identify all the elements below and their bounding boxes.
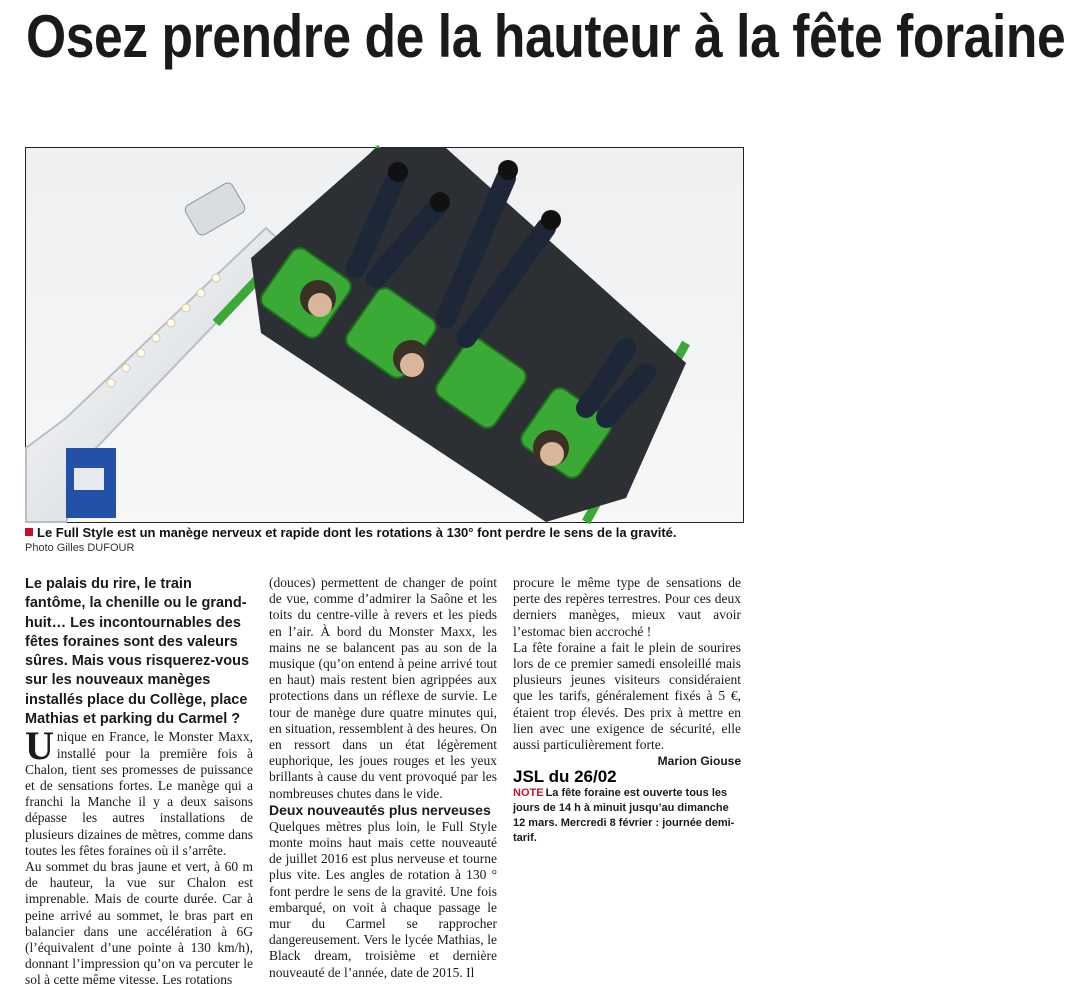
headline: Osez prendre de la hauteur à la fête foraine	[26, 3, 1065, 70]
article-photo	[25, 147, 744, 523]
ride-photo-illustration	[26, 148, 743, 522]
drop-cap: U	[25, 723, 54, 769]
article-column-3	[513, 575, 741, 846]
info-note	[513, 786, 741, 846]
caption-marker	[25, 528, 33, 536]
body-paragraph-3: Quelques mètres plus loin, le Full Style monte moins haut mais cette nouveauté de juillet 2016 est plus nerveuse et tourne plus vite. Les angles de rotation à 130 ° font perdre le sens de la gravité. Une fois embarqué, on voit à chaque passage le mur du Carmel se rapprocher dangereusement. Vers le lycée Mathias, le Black dream, troisième et dernière nouveauté de l’année, date de 2015. Il	[269, 818, 497, 980]
body-paragraph-4: La fête foraine a fait le plein de sourires lors de ce premier samedi ensoleillé mais plusieurs jeunes visiteurs considéraient que les tarifs, généralement fixés à 5 €, étaient trop élevés. Des prix à mettre en lien avec une exigence de sécurité, elle aussi particulièrement forte.	[513, 639, 741, 753]
photo-caption	[25, 525, 745, 541]
body-paragraph-3-cont: procure le même type de sensations de perte des repères terrestres. Pour ces deux derniers manèges, mieux vaut avoir l’estomac bien accroché !	[513, 575, 741, 639]
body-paragraph-1-text: nique en France, le Monster Maxx, installé pour la première fois à Chalon, tient ses promesses de puissance et de sensations fortes. Le manège qui a franchi la Manche il y a deux saisons dépasse les autres installations de plusieurs dizaines de mètres, comme dans toutes les fêtes foraines où il s’arrête.	[25, 729, 253, 858]
body-paragraph-2: Au sommet du bras jaune et vert, à 60 m de hauteur, la vue sur Chalon est imprenable. Mais de courte durée. Car à peine arrivé au sommet, le bras part en balancier dans une accélération à 6G (l’équivalent d’une pointe à 130 km/h), donnant l’impression qu’on va percuter le sol à cette même vitesse. Les rotations	[25, 859, 253, 988]
body-paragraph-1	[25, 723, 253, 859]
author-byline: Marion Giouse	[657, 754, 741, 769]
photo-credit: Photo Gilles DUFOUR	[25, 542, 135, 554]
caption-text: Le Full Style est un manège nerveux et rapide dont les rotations à 130° font perdre le sens de la gravité.	[37, 525, 677, 540]
source-label: JSL du 26/02	[513, 767, 617, 787]
note-label: NOTE	[513, 786, 544, 799]
body-paragraph-2-cont: (douces) permettent de changer de point de vue, comme d’admirer la Saône et les toits du centre-ville à revers et les pieds en l’air. À bord du Monster Maxx, les mains ne se balancent pas au son de la musique (qu’on entend à peine arrivé tout en haut) mais restent bien agrippées aux protections dans un réflexe de survie. Le tour de manège dure quatre minutes qui, en situation, ressemblent à des heures. On en ressort dans un état légèrement euphorique, les joues rouges et les yeux brillants à cause du vent provoqué par les nombreuses chutes dans le vide.	[269, 575, 497, 801]
section-subhead: Deux nouveautés plus nerveuses	[269, 801, 491, 818]
note-text: La fête foraine est ouverte tous les jours de 14 h à minuit jusqu’au dimanche 12 mars. Mercredi 8 février : journée demi-tarif.	[513, 786, 735, 844]
article-lead: Le palais du rire, le train fantôme, la chenille ou le grand-huit… Les incontournables des fêtes foraines sont des valeurs sûres. Mais vous risquerez-vous sur les nouveaux manèges installés place du Collège, place Mathias et parking du Carmel ?	[25, 576, 250, 728]
article-column-2	[269, 575, 497, 981]
article-column-1	[25, 575, 253, 989]
